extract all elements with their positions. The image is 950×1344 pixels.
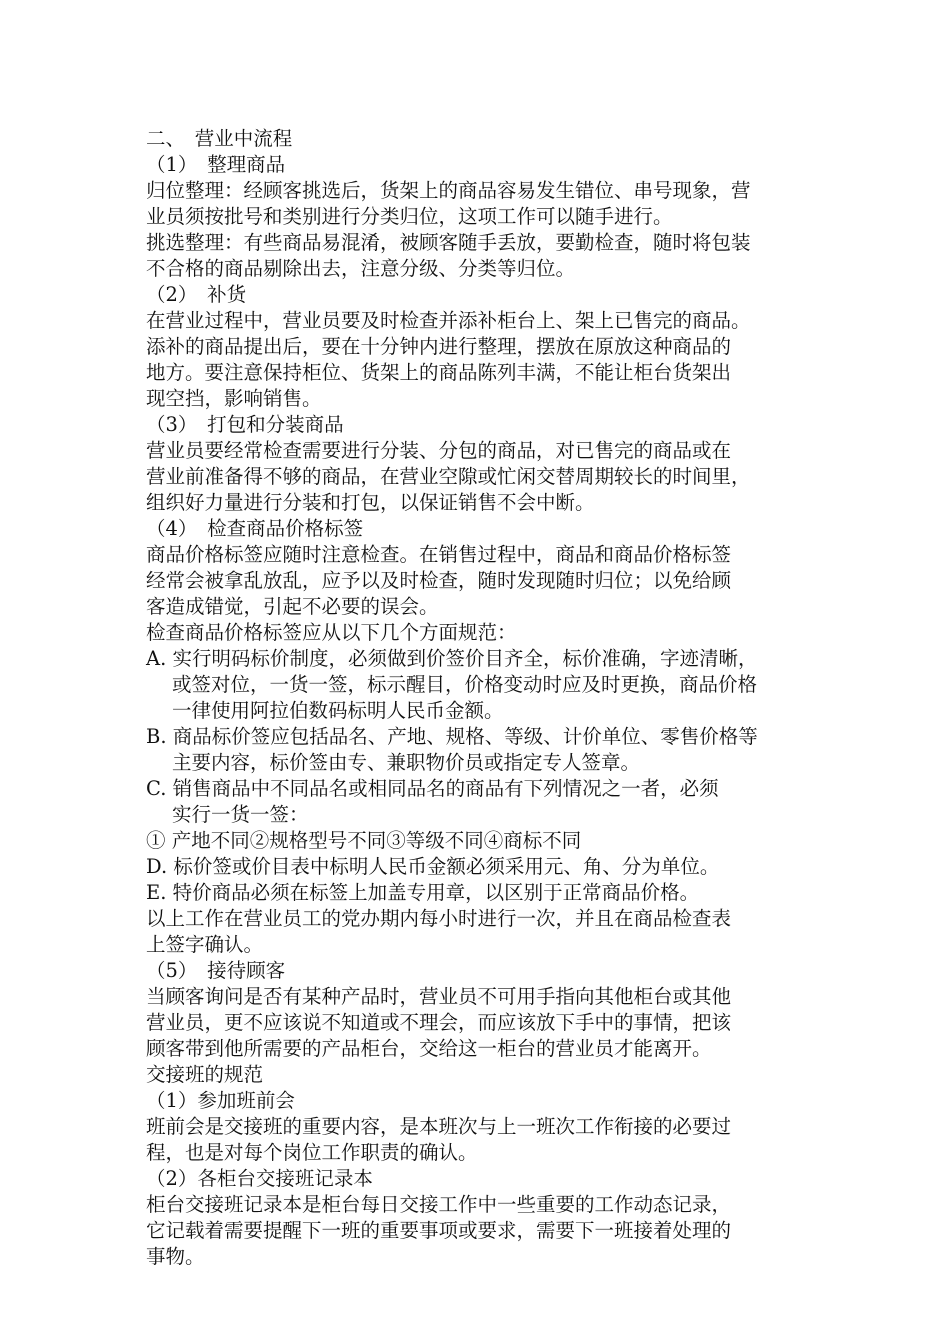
paragraph-line: 班前会是交接班的重要内容，是本班次与上一班次工作衔接的必要过 <box>146 1115 732 1138</box>
list-item: ① 产地不同②规格型号不同③等级不同④商标不同 <box>146 829 582 852</box>
paragraph-line: 以上工作在营业员工的党办期内每小时进行一次，并且在商品检查表 <box>146 907 732 930</box>
paragraph-line: 现空挡，影响销售。 <box>146 387 322 410</box>
subheading: （2） 补货 <box>146 283 247 306</box>
subheading: （3） 打包和分装商品 <box>146 413 344 436</box>
document-body <box>146 126 816 1270</box>
paragraph-line: 组织好力量进行分装和打包，以保证销售不会中断。 <box>146 491 595 514</box>
paragraph-line: 归位整理：经顾客挑选后，货架上的商品容易发生错位、串号现象，营 <box>146 179 751 202</box>
paragraph-line: 不合格的商品剔除出去，注意分级、分类等归位。 <box>146 257 576 280</box>
list-item-continuation: 一律使用阿拉伯数码标明人民币金额。 <box>172 699 504 722</box>
paragraph-line: 检查商品价格标签应从以下几个方面规范： <box>146 621 517 644</box>
paragraph-line: 营业员，更不应该说不知道或不理会，而应该放下手中的事情，把该 <box>146 1011 732 1034</box>
subheading: （5） 接待顾客 <box>146 959 286 982</box>
paragraph-line: 商品价格标签应随时注意检查。在销售过程中，商品和商品价格标签 <box>146 543 732 566</box>
paragraph-line: 经常会被拿乱放乱，应予以及时检查，随时发现随时归位；以免给顾 <box>146 569 732 592</box>
paragraph-line: 柜台交接班记录本是柜台每日交接工作中一些重要的工作动态记录， <box>146 1193 732 1216</box>
paragraph-line: 添补的商品提出后，要在十分钟内进行整理，摆放在原放这种商品的 <box>146 335 732 358</box>
paragraph-line: 客造成错觉，引起不必要的误会。 <box>146 595 439 618</box>
subheading: （1） 整理商品 <box>146 153 286 176</box>
section-heading: 交接班的规范 <box>146 1063 264 1086</box>
list-item: B. 商品标价签应包括品名、产地、规格、等级、计价单位、零售价格等 <box>146 725 758 748</box>
subheading: （2）各柜台交接班记录本 <box>146 1167 373 1190</box>
paragraph-line: 顾客带到他所需要的产品柜台，交给这一柜台的营业员才能离开。 <box>146 1037 712 1060</box>
paragraph-line: 它记载着需要提醒下一班的重要事项或要求，需要下一班接着处理的 <box>146 1219 732 1242</box>
list-item-continuation: 实行一货一签： <box>172 803 309 826</box>
list-item-continuation: 主要内容，标价签由专、兼职物价员或指定专人签章。 <box>172 751 641 774</box>
list-item: C. 销售商品中不同品名或相同品名的商品有下列情况之一者，必须 <box>146 777 719 800</box>
subheading: （1）参加班前会 <box>146 1089 295 1112</box>
paragraph-line: 营业员要经常检查需要进行分装、分包的商品，对已售完的商品或在 <box>146 439 732 462</box>
paragraph-line: 地方。要注意保持柜位、货架上的商品陈列丰满，不能让柜台货架出 <box>146 361 732 384</box>
paragraph-line: 上签字确认。 <box>146 933 264 956</box>
paragraph-line: 挑选整理：有些商品易混淆，被顾客随手丢放，要勤检查，随时将包装 <box>146 231 751 254</box>
list-item: D. 标价签或价目表中标明人民币金额必须采用元、角、分为单位。 <box>146 855 720 878</box>
list-item: A. 实行明码标价制度，必须做到价签价目齐全，标价准确，字迹清晰， <box>146 647 758 670</box>
paragraph-line: 营业前准备得不够的商品，在营业空隙或忙闲交替周期较长的时间里， <box>146 465 751 488</box>
paragraph-line: 在营业过程中，营业员要及时检查并添补柜台上、架上已售完的商品。 <box>146 309 751 332</box>
subheading: （4） 检查商品价格标签 <box>146 517 364 540</box>
paragraph-line: 业员须按批号和类别进行分类归位，这项工作可以随手进行。 <box>146 205 673 228</box>
paragraph-line: 当顾客询问是否有某种产品时，营业员不可用手指向其他柜台或其他 <box>146 985 732 1008</box>
paragraph-line: 事物。 <box>146 1245 205 1268</box>
section-heading: 二、 营业中流程 <box>146 127 293 150</box>
list-item: E. 特价商品必须在标签上加盖专用章，以区别于正常商品价格。 <box>146 881 700 904</box>
list-item-continuation: 或签对位，一货一签，标示醒目，价格变动时应及时更换，商品价格 <box>172 673 758 696</box>
paragraph-line: 程，也是对每个岗位工作职责的确认。 <box>146 1141 478 1164</box>
